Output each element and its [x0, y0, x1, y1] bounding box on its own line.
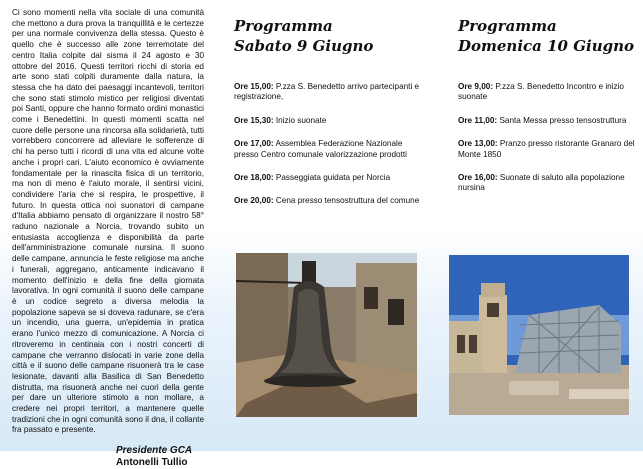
- schedule-time: Ore 13,00:: [458, 139, 498, 149]
- signature: [12, 445, 204, 469]
- schedule-item: [458, 173, 637, 194]
- schedule-text: P.zza S. Benedetto arrivo partecipanti e registrazione,: [234, 82, 420, 102]
- bell-photo: [236, 253, 417, 417]
- signature-name: Antonelli Tullio: [116, 457, 188, 469]
- schedule-item: [234, 173, 420, 183]
- saturday-title-line1: Programma: [234, 17, 333, 35]
- schedule-text: Inizio suonate: [275, 115, 327, 125]
- schedule-time: Ore 15,30:: [234, 115, 274, 125]
- schedule-text: Suonate di saluto alla popolazione nursina: [458, 173, 625, 193]
- schedule-text: P.zza S. Benedetto Incontro e inizio suonate: [458, 82, 624, 102]
- sunday-title-line1: Programma: [458, 17, 557, 35]
- schedule-text: Passeggiata guidata per Norcia: [275, 173, 391, 183]
- saturday-title-line2: Sabato 9 Giugno: [234, 37, 374, 55]
- schedule-text: Cena presso tensostruttura del comune: [275, 196, 420, 206]
- schedule-item: [458, 82, 637, 103]
- schedule-item: [234, 116, 420, 126]
- sunday-title-line2: Domenica 10 Giugno: [458, 37, 635, 55]
- letter-body: Ci sono momenti nella vita sociale di una comunità che mettono a dura prova la tranquillità e le certezze per una normale convivenza della stessa. Questo è quello che è successo alle zone terremotate del centro Italia colpite dal sisma il 24 agosto e 30 ottobre del 2016. Questi territori ricchi di storia ed arte sono stati colpiti duramente dalla natura, la stessa che ha dato dei paesaggi incantevoli, territori che sono stati stimolo mistico per religiosi diventati poi Santi, oppure che hanno formato ordini monastici come i Benedettini. In questi momenti scatta nel cuore delle persone una rincorsa alla solidarietà, tutti vorrebbero concorrere ad alleviare le sofferenze di chi ha perso tutti i ricordi di una vita ed alcune volte anche i propri cari. L'aiuto economico è ovviamente fondamentale per la rinascita fisica di un territorio, ma non di meno è l'aiuto morale, il sentirsi vicini, condividere l'aria che si respira, le prospettive, il futuro. In questa ottica noi suonatori di campane d'Italia abbiamo pensato di organizzare il nostro 58° raduno nazionale a Norcia, trovando subito un entusiasta accoglienza e disponibilità da parte dell'amministrazione comunale nursina. Il suono delle campane, annuncia le feste religiose ma anche i funerali, aggregano, anticamente indicavano il momento dell'inizio e della fine della giornata lavorativa. In ogni comunità il suono delle campane è un codice segreto a diversa melodia la popolazione sapeva se si doveva radunare, se c'era un incendio, una guerra, un'epidemia in pratica erano l'unico mezzo di comunicazione. A Norcia ci ritroveremo in centinaia con i nostri concerti di campane che verranno dislocati in varie zone della città e il suono delle campane risuonerà tra le case lesionate, davanti alla Basilica di San Benedetto distrutta, ma risuonerà anche nei cuori della gente per dare un ulteriore stimolo a non mollare, a credere nei propri territori, a mantenere quelle tradizioni che in ogni comunità sono il dna, il collante fra passato e presente.: [12, 8, 204, 435]
- schedule-item: [458, 139, 637, 160]
- schedule-item: [234, 139, 420, 160]
- schedule-time: Ore 17,00:: [234, 139, 274, 149]
- schedule-time: Ore 20,00:: [234, 196, 274, 206]
- schedule-item: [458, 116, 637, 126]
- church-photo: [449, 255, 629, 415]
- schedule-time: Ore 16,00:: [458, 173, 498, 183]
- schedule-text: Assemblea Federazione Nazionale presso Centro comunale valorizzazione prodotti: [234, 139, 407, 159]
- schedule-item: [234, 82, 420, 103]
- schedule-item: [234, 196, 420, 206]
- schedule-text: Santa Messa presso tensostruttura: [499, 115, 627, 125]
- signature-role: Presidente GCA: [116, 445, 193, 457]
- saturday-title: [234, 16, 420, 56]
- sunday-title: [458, 16, 637, 56]
- schedule-time: Ore 15,00:: [234, 82, 274, 91]
- letter-panel: [0, 0, 212, 469]
- church-illustration: [449, 255, 629, 415]
- schedule-time: Ore 9,00:: [458, 82, 494, 91]
- schedule-text: Pranzo presso ristorante Granaro del Monte 1850: [458, 139, 635, 159]
- schedule-time: Ore 11,00:: [458, 115, 498, 125]
- schedule-time: Ore 18,00:: [234, 173, 274, 183]
- bell-illustration: [236, 253, 417, 417]
